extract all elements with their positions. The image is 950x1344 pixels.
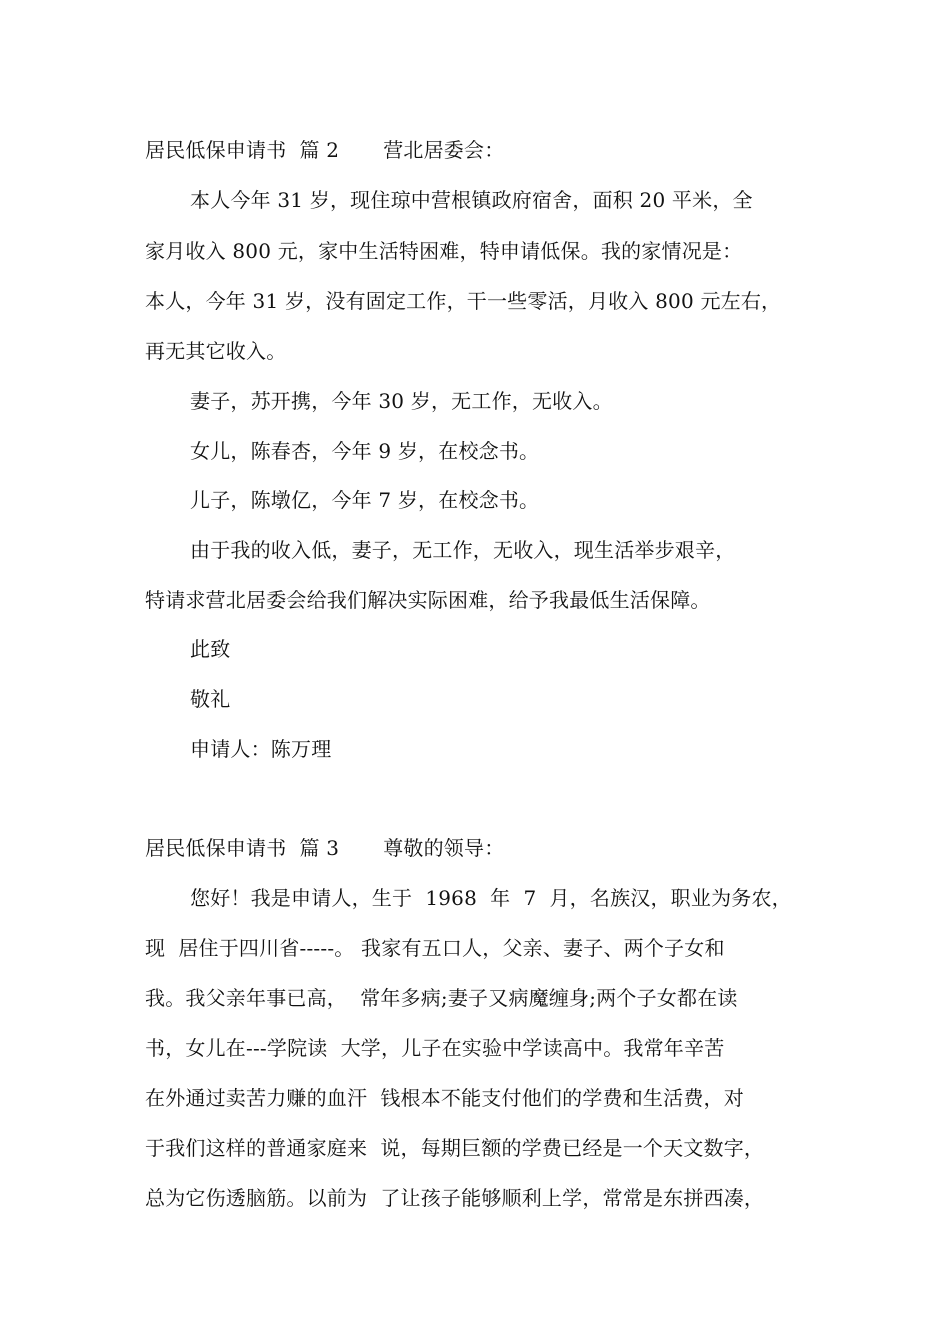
section3-body-line: 您好！我是申请人，生于 1968 年 7 月，名族汉，职业为务农，	[190, 886, 792, 910]
section2-family-daughter: 女儿，陈春杏，今年 9 岁，在校念书。	[190, 439, 540, 463]
section2-body-line: 家月收入 800 元，家中生活特困难，特申请低保。我的家情况是：	[145, 239, 743, 263]
section3-title: 居民低保申请书 篇 3	[145, 836, 340, 860]
section2-body-line: 本人，今年 31 岁，没有固定工作，干一些零活，月收入 800 元左右，	[145, 289, 782, 313]
section3-body-line: 总为它伤透脑筋。以前为 了让孩子能够顺利上学，常常是东拼西凑，	[145, 1186, 765, 1210]
section2-family-wife: 妻子，苏开携，今年 30 岁，无工作，无收入。	[190, 389, 613, 413]
section2-family-son: 儿子，陈墩亿，今年 7 岁，在校念书。	[190, 488, 540, 512]
section3-body-line: 书，女儿在---学院读 大学，儿子在实验中学读高中。我常年辛苦	[145, 1036, 725, 1060]
section2-signature: 申请人：陈万理	[190, 737, 332, 761]
section2-body-line: 本人今年 31 岁，现住琼中营根镇政府宿舍，面积 20 平米，全	[190, 188, 753, 212]
section2-title: 居民低保申请书 篇 2	[145, 138, 340, 162]
section2-request-line: 特请求营北居委会给我们解决实际困难，给予我最低生活保障。	[145, 588, 711, 612]
section2-body-line: 再无其它收入。	[145, 339, 287, 363]
section3-body-line: 我。我父亲年事已高， 常年多病;妻子又病魔缠身;两个子女都在读	[145, 986, 738, 1010]
section3-body-line: 在外通过卖苦力赚的血汗 钱根本不能支付他们的学费和生活费，对	[145, 1086, 744, 1110]
section2-heading	[145, 136, 504, 164]
section3-recipient: 尊敬的领导：	[383, 836, 505, 860]
section2-request-line: 由于我的收入低，妻子，无工作，无收入，现生活举步艰辛，	[190, 538, 736, 562]
section3-body-line: 现 居住于四川省-----。 我家有五口人，父亲、妻子、两个子女和	[145, 936, 725, 960]
section2-recipient: 营北居委会：	[383, 138, 505, 162]
section2-closing-cizhi: 此致	[190, 637, 231, 661]
section3-heading	[145, 834, 504, 862]
section2-closing-jingli: 敬礼	[190, 687, 231, 711]
section3-body-line: 于我们这样的普通家庭来 说，每期巨额的学费已经是一个天文数字，	[145, 1136, 765, 1160]
